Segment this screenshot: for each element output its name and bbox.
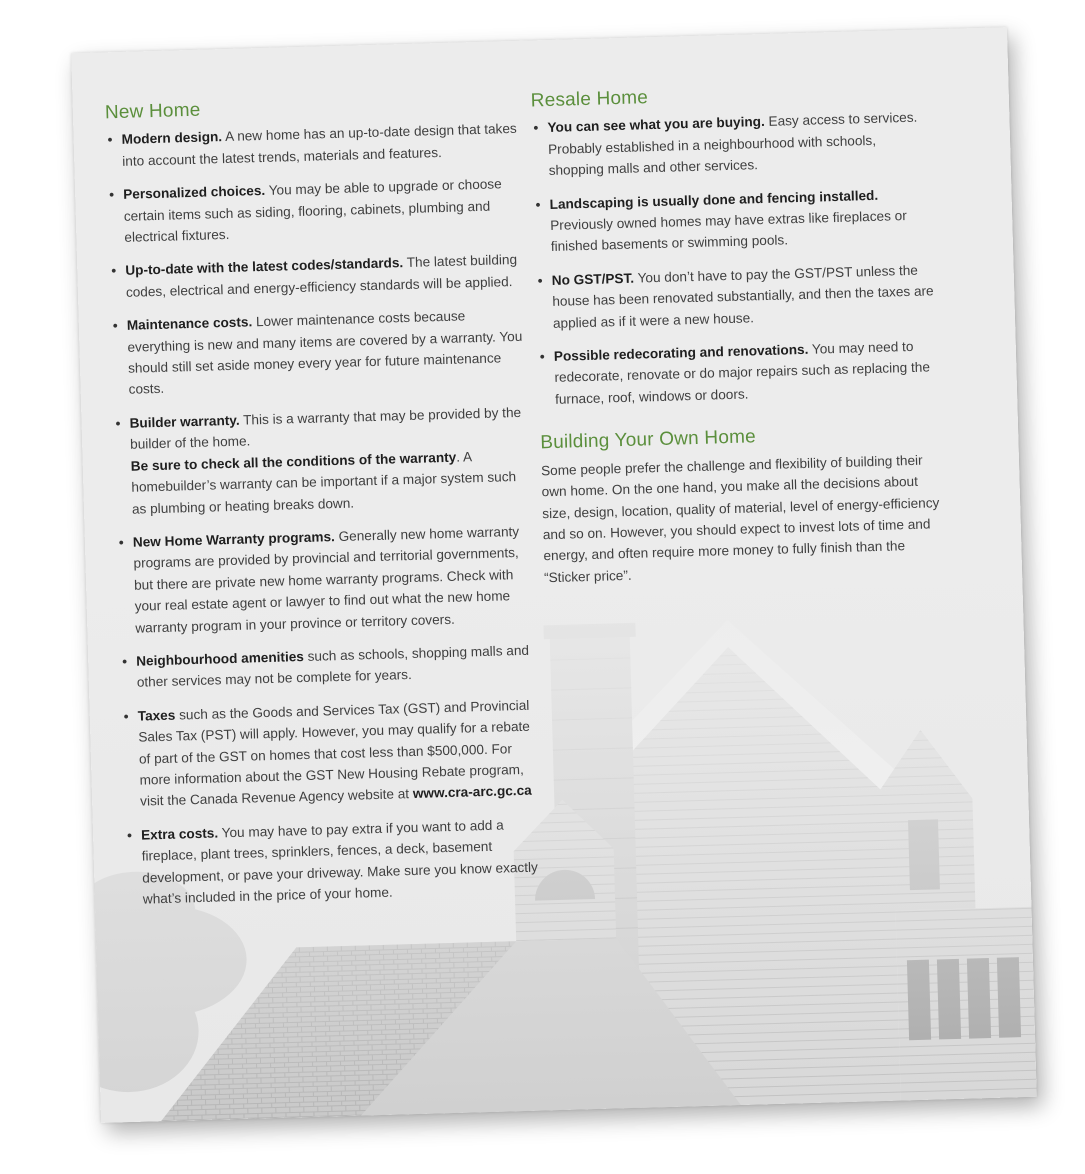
left-column [105,91,546,923]
resale-home-list [531,107,939,411]
bullet-icon: • [107,132,113,148]
list-item: • Taxes such as the Goods and Services Tax (GST) and Provincial Sales Tax (PST) will apply. However, you may qualify for a rebate of part of the GST on homes that cost less than $500,000. For more information about the GST New Housing Rebate program, visit the Canada Revenue Agency website at www.cra-arc.gc.ca [123,697,532,810]
list-item: • Landscaping is usually done and fencing installed. Previously owned homes may have extras like fireplaces or finished basements or swimming pools. [535,187,907,255]
list-item: • No GST/PST. You don’t have to pay the GST/PST unless the house has been renovated substantially, and then the taxes are applied as if it were a new house. [537,262,934,331]
resale-home-heading: Resale Home [530,87,649,112]
building-own-home-heading: Building Your Own Home [540,426,757,454]
bullet-icon: • [112,318,118,334]
list-item: • Possible redecorating and renovations. You may need to redecorate, renovate or do major repairs such as replacing the furnace, roof, windows or doors. [539,338,931,407]
bullet-icon: • [539,349,545,365]
list-item: • You can see what you are buying. Easy access to services. Probably established in a neighbourhood with schools, shopping malls and other services. [533,110,918,179]
list-item: • Neighbourhood amenities such as schools, shopping malls and other services may not be complete for years. [122,642,530,691]
bullet-icon: • [535,196,541,212]
bullet-icon: • [111,263,117,279]
cra-website-link[interactable]: www.cra-arc.gc.ca [412,783,532,802]
list-item: • Personalized choices. You may be able to upgrade or choose certain items such as siding, flooring, cabinets, plumbing and electrical fixtures. [109,176,502,245]
list-item: • New Home Warranty programs. Generally new home warranty programs are provided by provincial and territorial governments, but there are private new home warranty programs. Check with your real estate agent or lawyer to find out what the new home warranty program in your province or territory covers. [118,523,520,636]
brochure-page [71,27,1037,1123]
bullet-icon: • [118,534,124,551]
list-item: • Builder warranty. This is a warranty that may be provided by the builder of the home. Be sure to check all the conditions of the warranty. A homebuilder’s warranty can be important if a major system such as plumbing or heating breaks down. [115,404,522,517]
bullet-icon: • [109,187,115,203]
new-home-heading: New Home [104,99,201,124]
bullet-icon: • [533,120,539,136]
right-column [530,79,944,588]
list-item: • Up-to-date with the latest codes/standards. The latest building codes, electrical and energy-efficiency standards will be applied. [111,252,518,300]
list-item: • Maintenance costs. Lower maintenance costs because everything is new and many items are covered by a warranty. You should still set aside money every year for future maintenance costs. [112,308,523,398]
bullet-icon: • [537,273,543,289]
list-item: • Extra costs. You may have to pay extra if you want to add a fireplace, plant trees, sprinklers, fences, a deck, basement development, or pave your driveway. Make sure you know exactly what’s included in the price of your home. [126,817,539,907]
list-item: • Modern design. A new home has an up-to-date design that takes into account the latest trends, materials and features. [107,121,517,169]
new-home-list [105,118,545,910]
building-own-home-paragraph: Some people prefer the challenge and flexibility of building their own home. On the one hand, you make all the decisions about size, design, location, quality of material, level of energy-efficiency and so on. However, you should expect to invest lots of time and energy, and often require more money to fully finish than the “Sticker price”. [540,452,940,585]
bullet-icon: • [115,415,121,432]
bullet-icon: • [123,708,129,724]
bullet-icon: • [126,827,133,843]
bullet-icon: • [122,653,128,670]
